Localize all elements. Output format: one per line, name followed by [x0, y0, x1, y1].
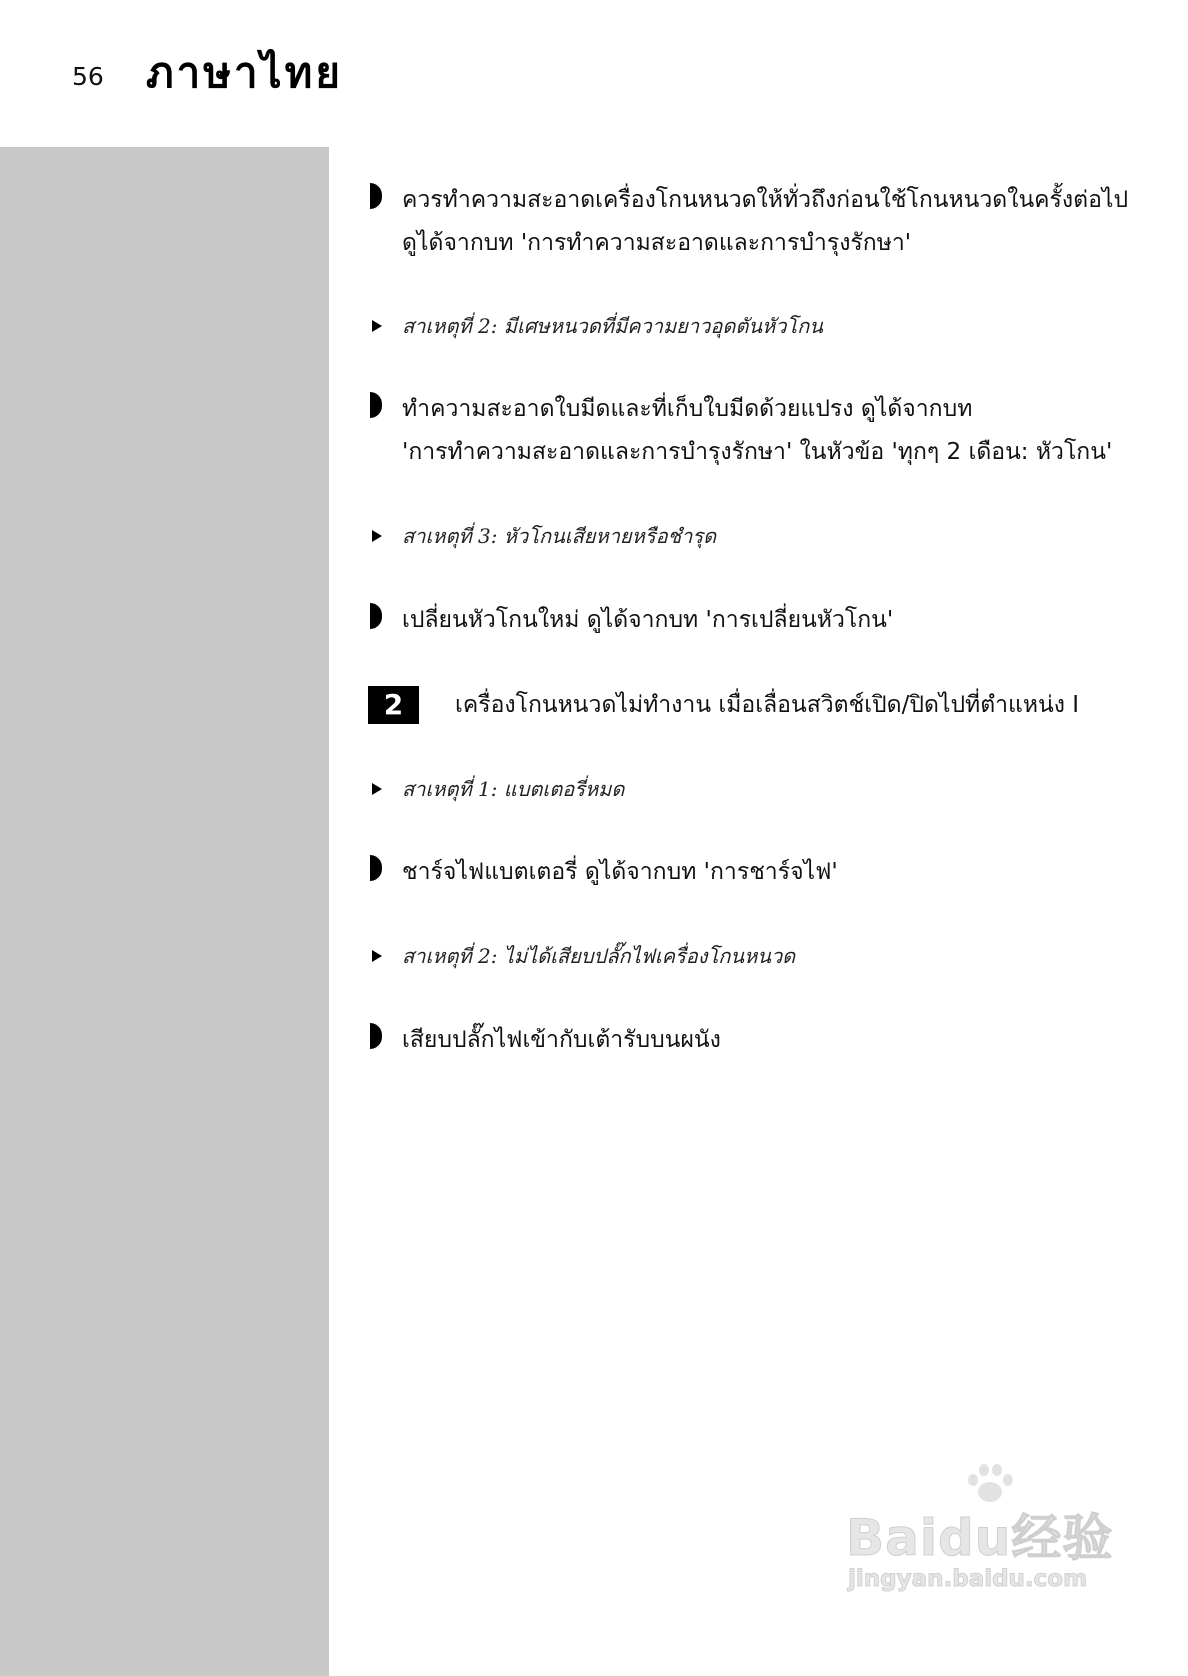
action-bullet-icon	[370, 603, 382, 629]
action-text	[402, 851, 1148, 894]
action-line: เปลี่ยนหัวโกนใหม่ ดูได้จากบท 'การเปลี่ยนหัวโกน'	[402, 607, 894, 633]
page-number: 56	[72, 62, 104, 91]
action-item	[368, 179, 1148, 265]
cause-item	[368, 774, 1148, 804]
cause-arrow-icon	[372, 783, 382, 795]
action-line: ชาร์จไฟแบตเตอรี่ ดูได้จากบท 'การชาร์จไฟ'	[402, 859, 838, 885]
problem-text: เครื่องโกนหนวดไม่ทำงาน เมื่อเลื่อนสวิตช์เปิด/ปิดไปที่ตำแหน่ง I	[455, 692, 1080, 718]
side-panel	[0, 147, 329, 1676]
cause-text: สาเหตุที่ 2: ไม่ได้เสียบปลั๊กไฟเครื่องโกนหนวด	[402, 944, 796, 968]
action-bullet-icon	[370, 183, 382, 209]
action-item	[368, 851, 1148, 894]
action-line: 'การทำความสะอาดและการบำรุงรักษา' ในหัวข้อ 'ทุกๆ 2 เดือน: หัวโกน'	[402, 439, 1113, 465]
action-bullet-icon	[370, 1023, 382, 1049]
action-text	[402, 179, 1148, 265]
action-text	[402, 388, 1148, 474]
cause-arrow-icon	[372, 950, 382, 962]
action-text	[402, 599, 1148, 642]
cause-text: สาเหตุที่ 3: หัวโกนเสียหายหรือชำรุด	[402, 524, 717, 548]
cause-text: สาเหตุที่ 1: แบตเตอรี่หมด	[402, 777, 625, 801]
baidu-watermark	[838, 1452, 1138, 1612]
action-line: ทำความสะอาดใบมีดและที่เก็บใบมีดด้วยแปรง ดูได้จากบท	[402, 396, 973, 422]
page-title: ภาษาไทย	[146, 48, 343, 97]
action-item	[368, 388, 1148, 474]
action-bullet-icon	[370, 392, 382, 418]
cause-item	[368, 941, 1148, 971]
action-bullet-icon	[370, 855, 382, 881]
cause-arrow-icon	[372, 530, 382, 542]
cause-item	[368, 311, 1148, 341]
action-text	[402, 1019, 1148, 1062]
problem-number-badge: 2	[368, 686, 419, 724]
watermark-url: jingyan.baidu.com	[848, 1566, 1088, 1592]
problem-item	[368, 686, 1148, 724]
watermark-logo: Baidu经验	[846, 1509, 1114, 1567]
action-line: เสียบปลั๊กไฟเข้ากับเต้ารับบนผนัง	[402, 1027, 721, 1053]
cause-item	[368, 521, 1148, 551]
action-item	[368, 599, 1148, 642]
action-item	[368, 1019, 1148, 1062]
cause-text: สาเหตุที่ 2: มีเศษหนวดที่มีความยาวอุดตันหัวโกน	[402, 314, 823, 338]
action-line: ควรทำความสะอาดเครื่องโกนหนวดให้ทั่วถึงก่อนใช้โกนหนวดในครั้งต่อไป	[402, 187, 1129, 213]
cause-arrow-icon	[372, 320, 382, 332]
action-line: ดูได้จากบท 'การทำความสะอาดและการบำรุงรักษา'	[402, 230, 912, 256]
